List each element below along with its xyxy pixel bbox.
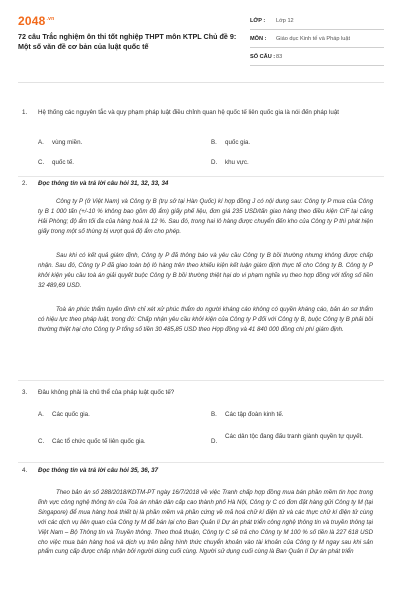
meta-row-class: [250, 12, 384, 30]
passage-paragraph: Toà án phúc thẩm tuyên đình chỉ xét xử phúc thẩm do người kháng cáo không có quyền kháng cáo, bản án sơ thẩm có hiệu lực theo pháp luật, trong đó: Chấp nhận yêu cầu khởi kiện của Công ty P đối với Công ty B, buộc Công ty B phải bồi thường thiệt hại cho Công ty P tổng số tiền 30 485,85 USD theo Hợp đồng và 41 840 000 đồng chi phí giám định.: [38, 306, 373, 333]
meta-value: 83: [276, 53, 283, 60]
option-a[interactable]: A. vùng miền.: [38, 139, 83, 146]
meta-value: Giáo dục Kinh tế và Pháp luật: [276, 35, 351, 42]
passage-paragraph: Công ty P (ở Việt Nam) và Công ty B (trụ sở tại Hàn Quốc) kí hợp đồng J có nội dung sau: Công ty P mua của Công ty B 1 000 tấn (+/-10 % không bao gồm độ ẩm) giấy phế liệu, đơn giá 235 USD/tấn giao hàng theo điều kiện CIF tại cảng Hải Phòng; độ ẩm tối đa của hàng hoá là 12 %. Sau đó, trong hai lô hàng được chuyển đến kho của Công ty P thì phát hiện giấy trong một số thùng bị vượt quá độ ẩm cho phép.: [38, 198, 373, 235]
question-divider: [18, 462, 384, 463]
meta-row-subject: [250, 30, 384, 48]
question-2: [18, 179, 388, 191]
meta-value: Lớp 12: [276, 17, 294, 24]
question-number: 3.: [22, 389, 28, 396]
question-number: 4.: [22, 467, 28, 474]
header-divider: [18, 82, 384, 83]
question-heading: Đọc thông tin và trả lời câu hỏi 35, 36, 37: [38, 467, 159, 474]
passage-paragraph: Theo bản án số 288/2018/KDTM-PT ngày 16/7/2018 về việc Tranh chấp hợp đồng mua bán phần mềm tin học trong lĩnh vực công nghệ thông tin của Toà án nhân dân cấp cao thành phố Hà Nội, Công ty C có đơn đặt hàng gửi Công ty M (tại Singapore) để mua hàng hoá thiết bị là phần mềm và phần cứng về mã hoá chữ kí điện tử và các thực chữ kí điện tử cùng với các dịch vụ liên quan của Công ty M để bán lại cho Ban Quản lí Dự án phát triển công nghệ thông tin và truyền thông tại Việt Nam – Bộ Thông tin và Truyền thông. Theo thoả thuận, Công ty C sẽ trả cho Công ty M 100 % số tiền là 227 618 USD cho việc mua bán hàng hoá và dịch vụ trên bằng hình thức chuyển khoản vào tài khoản của Công ty M ngay sau khi sản phẩm cung cấp được chấp nhận bởi người dùng cuối cùng. Người sử dụng cuối cùng là Ban Quản lí Dự án phát triển: [38, 489, 373, 556]
option-b[interactable]: B. quốc gia.: [211, 139, 251, 146]
option-text: Các tập đoàn kinh tế.: [225, 411, 284, 418]
question-1: [18, 108, 388, 168]
option-c[interactable]: C. quốc tế.: [38, 159, 75, 166]
question-heading: Đọc thông tin và trả lời câu hỏi 31, 32, 33, 34: [38, 180, 169, 187]
option-a[interactable]: A. Các quốc gia.: [38, 411, 90, 418]
question-text: Đâu không phải là chủ thể của pháp luật quốc tế?: [38, 389, 175, 396]
question-3: [18, 388, 388, 458]
question-divider: [18, 176, 384, 177]
option-text: khu vực.: [225, 159, 249, 166]
meta-table: [250, 12, 384, 66]
option-text: vùng miền.: [52, 139, 83, 146]
meta-key: SỐ CÂU :: [250, 53, 276, 60]
page-title: 72 câu Trắc nghiệm ôn thi tốt nghiệp THPT môn KTPL Chủ đề 9: Một số văn đề cơ bản của luật quốc tế: [18, 32, 237, 51]
meta-key: LỚP :: [250, 17, 266, 24]
option-d[interactable]: D. Các dân tộc đang đấu tranh giành quyền tự quyết.: [211, 432, 381, 446]
option-b[interactable]: B. Các tập đoàn kinh tế.: [211, 411, 284, 418]
question-number: 1.: [22, 109, 28, 116]
site-logo[interactable]: [18, 14, 54, 28]
option-text: Các quốc gia.: [52, 411, 90, 418]
question-4: [18, 466, 388, 478]
question-divider: [18, 380, 384, 381]
logo-text: 2048: [18, 14, 46, 28]
question-number: 2.: [22, 180, 28, 187]
document-header: [18, 12, 384, 74]
option-text: Các tổ chức quốc tế liên quốc gia.: [52, 438, 146, 445]
option-text: quốc gia.: [225, 139, 251, 146]
option-text: quốc tế.: [52, 159, 75, 166]
option-c[interactable]: C. Các tổ chức quốc tế liên quốc gia.: [38, 438, 146, 445]
option-d[interactable]: D. khu vực.: [211, 159, 249, 166]
option-text: Các dân tộc đang đấu tranh giành quyền tự quyết.: [225, 433, 363, 440]
meta-key: MÔN :: [250, 35, 267, 42]
question-text: Hệ thống các nguyên tắc và quy phạm pháp luật điều chỉnh quan hệ quốc tế liên quốc gia là nói đến pháp luật: [38, 109, 340, 116]
passage-paragraph: Sau khi có kết quả giám định, Công ty P đã thông báo và yêu cầu Công ty B bồi thường nhưng không được chấp nhận. Sau đó, Công ty P đã giao toàn bộ lô hàng trên theo khiếu kiện kết luận giám định thực tế cho Công ty B. Công ty P khởi kiện yêu cầu toà án giải quyết buộc Công ty B bồi thường thiệt hại do vi phạm nghĩa vụ theo hợp đồng với tổng số tiền 32 489,69 USD.: [38, 252, 373, 289]
meta-row-count: [250, 48, 384, 66]
logo-suffix: .vn: [46, 16, 55, 22]
